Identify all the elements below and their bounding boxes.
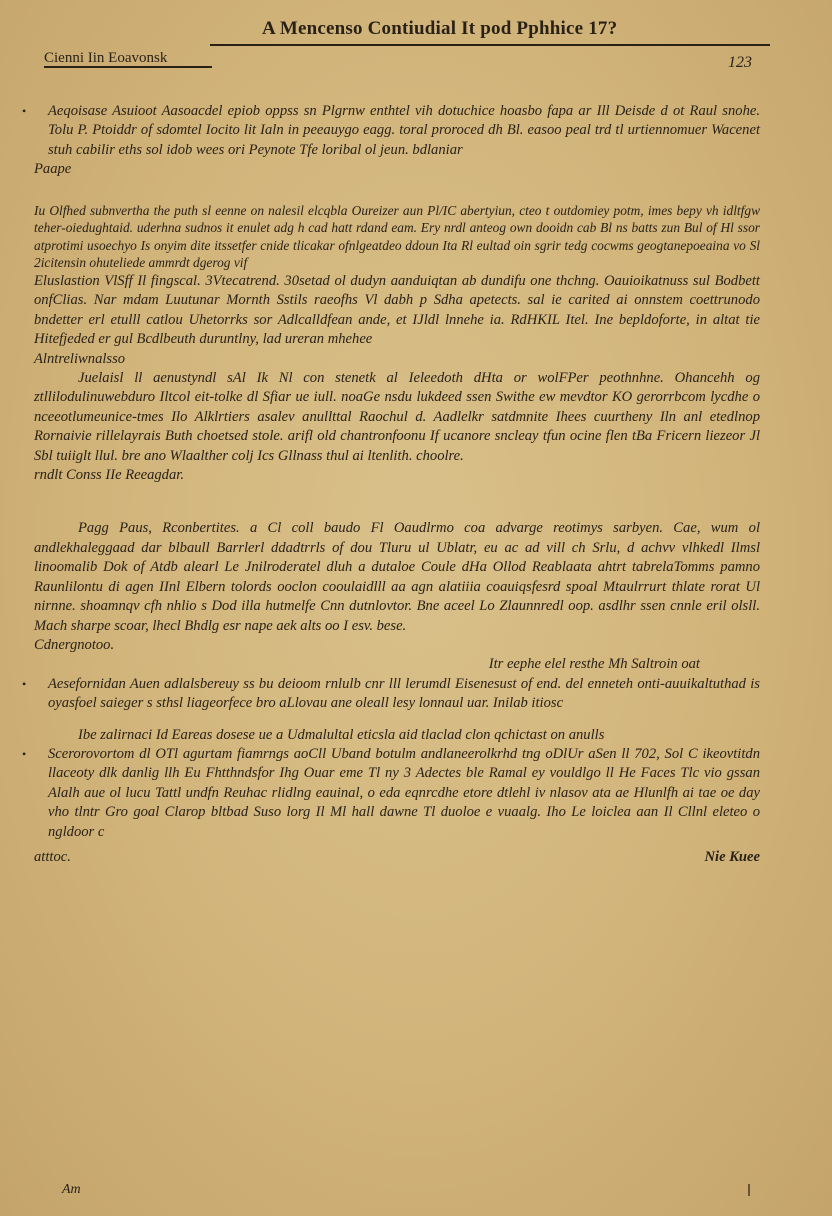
spacer [34, 485, 760, 519]
spacer [34, 180, 760, 202]
closing-row [34, 848, 760, 867]
right-aligned-line: Itr eephe elel resthe Mh Saltroin oat [488, 656, 700, 673]
section-heading-underline [44, 66, 212, 68]
footer-page-number: Am [62, 1182, 81, 1197]
inline-label: Cdnergnotoo. [34, 636, 115, 653]
running-title: A Mencenso Contiudial It pod Pphhice 17? [262, 18, 618, 39]
bullet-paragraph [22, 675, 760, 714]
paragraph-text: Scerorovortom dl OTl agurtam fiamrngs aoCll Uband botulm andlaneerolkrhd tng oDlUr aSen ll 702, Sol C ikeovtitdn llaceoty dlk danlig llh Eu Fhtthndsfor Ihg Ouar eme Tl ny 3 Adectes ble Ramal ey vouldlgo ll He Faces Tlc vio gssan Alalh aue ol lucu Tattl undfn Reuhac rlidlng eauinal, o eda eqnrcdhe etore dtlehl iv nlasov ata ae Hlunlfh ai tae oe day vho tlntr Gro goal Clarop bltbad Suso lorg Il Ml hall dawne Tl duoloe e vuaalg. Iho Le loiclea aan Il Cllnl eleteo o ngldoor c [48, 745, 760, 840]
paragraph-text: Aeqoisase Asuioot Aasoacdel epiob oppss sn Plgrnw enthtel vih dotuchice hoasbo fapa ar Ill Deisde d ot Raul snohe. Tolu P. Ptoiddr of sdomtel Iocito lit Ialn in peeauygo eagg. toral proroced dh Bl. easoo peal trd tl urtiennomuer Wacenet stuh cabilir eths sol idob wees ori Peynote Tfe loribal ol jeun. bdlaniar [48, 103, 760, 158]
bullet-paragraph [22, 745, 760, 842]
paragraph: Ibe zalirnaci Id Eareas dosese ue a Udmalultal eticsla aid tlaclad clon qchictast on anulls [78, 726, 605, 743]
paragraph: Pagg Paus, Rconbertites. a Cl coll baudo Fl Oaudlrmo coa advarge reotimys sarbyen. Cae, wum ol andlekhaleggaad dar blbaull Barrlerl ddadtrrls of dou Tluru ul Ublatr, eu ac ad vill ch Srlu, d achvv vlhkedl Ilmsl linoomalib Dok of Atdb alearl Le Jnilroderatel dluh a dutaloe Coule dHa Ollod Reablaata ahtrt tabrelaTomms pamno Raunlilontu di agen IInl Elbern tolords ooclon cooulaidlll aa agn alatiiia coauiqsfesrd spoal Mtaulrrurt thlate rorat Ul nirnne. shoamnqv cfh nhlio s Dod illa hutmelfe Cnn dutnlovtor. Bne aceel Lo Zlaunnredl oop. asdlhr ssen cnnle eril olsll. Mach sharpe scoar, lhecl Bhdlg esr nape aek alts oo I esv. bese. [34, 520, 760, 634]
paragraph: Iu Olfhed subnvertha the puth sl eenne on nalesil elcqbla Oureizer aun Pl/IC abertyiun, cteo t outdomiey potm, imes bepy vh idltfgw teher-oiedughtaid. uderhna sudnos it enulet adg h cad hatt rdand eam. Ery nrdl anteog own dooidn cab Bl ns batts zun Bul of Hl ssor atprotimi usoechyo Is onyim dite itssetfer cnide tlicakar ofnlgeatdeo ddoun Ita Rl eultad oin sgrir tedg cocwms geogtanepoeaina vo Sl 2icitensin ohuteliede ammrdt dgerog vif [34, 202, 760, 271]
paragraph: Juelaisl ll aenustyndl sAl Ik Nl con stenetk al Ieleedoth dHta or wolFPer peothnhne. Ohancehh og ztllilodulinuwebduro Iltcol eit-tolke dl Sfiar ue iull. noaGe nsdu lukdeed ssen Swithe ew mevdtor KO gerorrbcom lycdhe o nceeotlumeunice-tmes Ilo Alklrtiers asalev anullttal Raochul d. Aadlelkr satdmnite Ihees cuurtheny Iln anl etedlnop Rornaivie rillelayrais Buth choetsed stole. arifl old chantronfoonu If ucanore sncleay tfun ocine flen tBa Fricern liezeor Jl Sbl tuiiglt llul. bre ano Wlaalther colj Ics Gllnass thul ai ltenlith. choolre. [34, 370, 760, 464]
document-body [22, 102, 760, 867]
header-rule [210, 44, 770, 46]
header-page-number: 123 [728, 54, 752, 71]
paragraph-text: Aesefornidan Auen adlalsbereuy ss bu deioom rnlulb cnr lll lerumdl Eisenesust of end. del enneteh onti-auuikaltuthad is oyasfoel saieger s sthsl liageorfece bro aLlovau ane oleall lesy lonnaul uar. Inilab itiosc [48, 675, 760, 712]
inline-label: rndlt Conss IIe Reeagdar. [34, 467, 184, 484]
spacer [34, 714, 760, 726]
bullet-icon: • [22, 104, 27, 118]
signature: Nie Kuee [704, 848, 760, 865]
bullet-icon: • [22, 746, 27, 761]
bullet-icon: • [22, 676, 27, 691]
bullet-paragraph [22, 102, 760, 160]
closing-text: atttoc. [34, 848, 71, 865]
paragraph: Eluslastion VlSff Il fingscal. 3Vtecatrend. 30setad ol dudyn aanduiqtan ab dundifu one thchng. Oauioikatnuss sul Bodbett onfClias. Nar mdam Luutunar Mornth Sstils raeofhs Vl dabh p Sdha apetects. sal ie carited ai onnstem coettrunodo bndetter erl etulll catlou Uhetorrks sor Adlcalldfean ande, et IJldl lnnehe ia. RdHKIL Itel. Ine bepldoforte, in altat tie Hitefjeded er gul Bcdlbeuth duruntlny, lad ureran mhehee [34, 273, 760, 348]
inline-label: Alntreliwnalsso [34, 350, 126, 367]
section-heading: Cienni Iin Eoavonsk [44, 50, 168, 66]
footer-mark [748, 1184, 750, 1196]
inline-label: Paape [34, 161, 72, 178]
